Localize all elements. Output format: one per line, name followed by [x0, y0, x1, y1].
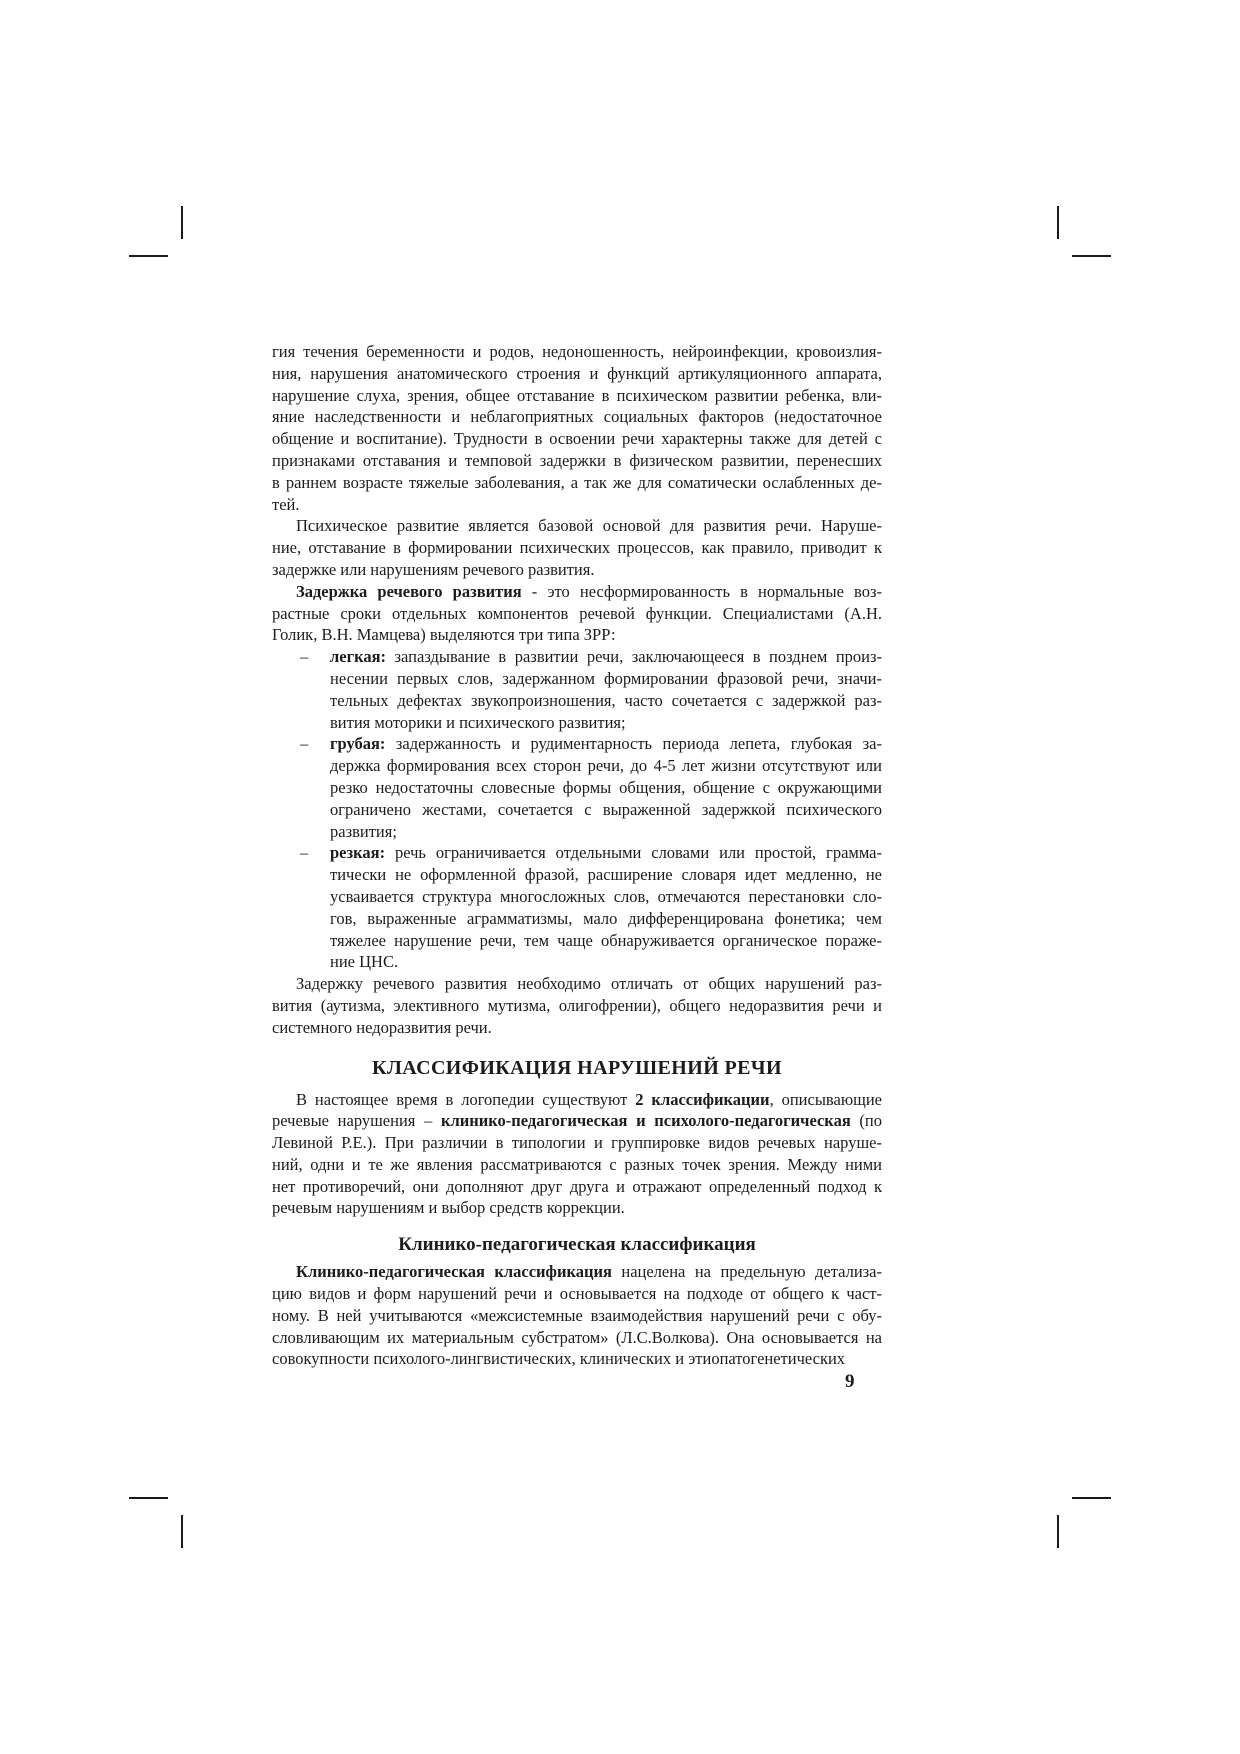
text-line: ние ЦНС.: [330, 952, 399, 972]
bullet-marker: –: [300, 647, 309, 667]
bullet-marker: –: [300, 734, 309, 754]
text-line: ному. В ней учитываются «межсистемные взаимодействия нарушений речи с обу-: [272, 1305, 882, 1325]
text-line: системного недоразвития речи.: [272, 1017, 492, 1037]
text-line: гов, выраженные аграмматизмы, мало дифференцирована фонетика; чем: [330, 908, 882, 928]
text-line: в раннем возрасте тяжелые заболевания, а так же для соматически ослабленных де-: [272, 472, 882, 492]
subsection-heading: Клинико-педагогическая классификация: [398, 1234, 756, 1256]
bullet-item: [272, 733, 882, 842]
page-body: [272, 341, 882, 1370]
text-line: резко недостаточны словесные формы общения, общение с окружающими: [330, 777, 882, 797]
text-line: ния, нарушения анатомического строения и функций артикуляционного аппарата,: [272, 363, 882, 383]
paragraph: [272, 1089, 882, 1220]
crop-mark-top-left-vertical: [181, 206, 183, 239]
crop-mark-top-right-vertical: [1057, 206, 1059, 239]
text-line: гия течения беременности и родов, недоношенность, нейроинфекции, кровоизлия-: [272, 342, 882, 361]
text-line: легкая: запаздывание в развитии речи, заключающееся в позднем произ-: [330, 647, 882, 667]
text-line: развития;: [330, 821, 397, 841]
paragraph: [272, 515, 882, 580]
text-line: Голик, В.Н. Мамцева) выделяются три типа ЗРР:: [272, 625, 616, 645]
crop-mark-top-left-horizontal: [129, 255, 168, 257]
crop-mark-bottom-right-horizontal: [1072, 1497, 1111, 1499]
text-line: речевые нарушения – клинико-педагогическая и психолого-педагогическая (по: [272, 1111, 882, 1131]
bullet-item: [272, 842, 882, 973]
text-line: Задержка речевого развития - это несформированность в нормальные воз-: [296, 581, 882, 601]
text-line: резкая: речь ограничивается отдельными словами или простой, грамма-: [330, 843, 882, 863]
bullet-marker: –: [300, 843, 309, 863]
bullet-item: [272, 646, 882, 733]
crop-mark-bottom-left-horizontal: [129, 1497, 168, 1499]
text-line: Задержку речевого развития необходимо отличать от общих нарушений раз-: [296, 974, 882, 994]
text-line: признаками отставания и темповой задержки в физическом развитии, перенесших: [272, 450, 882, 470]
text-line: совокупности психолого-лингвистических, клинических и этиопатогенетических: [272, 1349, 846, 1369]
text-line: вития (аутизма, элективного мутизма, олигофрении), общего недоразвития речи и: [272, 995, 882, 1015]
text-line: ние, отставание в формировании психических процессов, как правило, приводит к: [272, 538, 882, 558]
text-line: ограничено жестами, сочетается с выраженной задержкой психического: [330, 799, 882, 819]
text-line: растные сроки отдельных компонентов речевой функции. Специалистами (А.Н.: [272, 603, 882, 623]
text-line: цию видов и форм нарушений речи и основывается на подходе от общего к част-: [272, 1284, 882, 1304]
section-heading: КЛАССИФИКАЦИЯ НАРУШЕНИЙ РЕЧИ: [372, 1056, 782, 1079]
paragraph: [272, 1261, 882, 1370]
paragraph: [272, 341, 882, 515]
crop-mark-bottom-left-vertical: [181, 1515, 183, 1548]
text-line: нарушение слуха, зрения, общее отставание в психическом развитии ребенка, вли-: [272, 385, 882, 405]
text-line: Левиной Р.Е.). При различии в типологии и группировке видов речевых наруше-: [272, 1133, 882, 1153]
text-line: усваивается структура многосложных слов, отмечаются перестановки сло-: [330, 886, 882, 906]
text-line: тически не оформленной фразой, расширение словаря идет медленно, не: [330, 865, 882, 885]
paragraph: [272, 581, 882, 646]
text-line: несении первых слов, задержанном формировании фразовой речи, значи-: [330, 668, 882, 688]
text-line: держка формирования всех сторон речи, до 4-5 лет жизни отсутствуют или: [330, 756, 882, 776]
text-line: тей.: [272, 494, 300, 514]
text-line: задержке или нарушениям речевого развития.: [272, 559, 595, 579]
text-line: речевым нарушениям и выбор средств коррекции.: [272, 1198, 625, 1218]
crop-mark-bottom-right-vertical: [1057, 1515, 1059, 1548]
text-line: словливающим их материальным субстратом» (Л.С.Волкова). Она основывается на: [272, 1327, 882, 1347]
text-line: грубая: задержанность и рудиментарность периода лепета, глубокая за-: [330, 734, 882, 754]
crop-mark-top-right-horizontal: [1072, 255, 1111, 257]
page-number: 9: [845, 1371, 855, 1392]
text-line: яние наследственности и неблагоприятных социальных факторов (недостаточное: [272, 407, 882, 427]
text-line: тяжелее нарушение речи, тем чаще обнаруживается органическое пораже-: [330, 930, 882, 950]
text-line: нет противоречий, они дополняют друг друга и отражают определенный подход к: [272, 1176, 882, 1196]
text-line: ний, одни и те же явления рассматриваются с разных точек зрения. Между ними: [272, 1154, 882, 1174]
text-line: вития моторики и психического развития;: [330, 712, 626, 732]
text-line: Клинико-педагогическая классификация нацелена на предельную детализа-: [296, 1262, 882, 1282]
text-line: тельных дефектах звукопроизношения, часто сочетается с задержкой раз-: [330, 690, 882, 710]
text-line: В настоящее время в логопедии существуют 2 классификации, описывающие: [296, 1089, 882, 1109]
text-line: общение и воспитание). Трудности в освоении речи характерны также для детей с: [272, 429, 882, 449]
text-line: Психическое развитие является базовой основой для развития речи. Наруше-: [296, 516, 882, 536]
paragraph: [272, 973, 882, 1038]
